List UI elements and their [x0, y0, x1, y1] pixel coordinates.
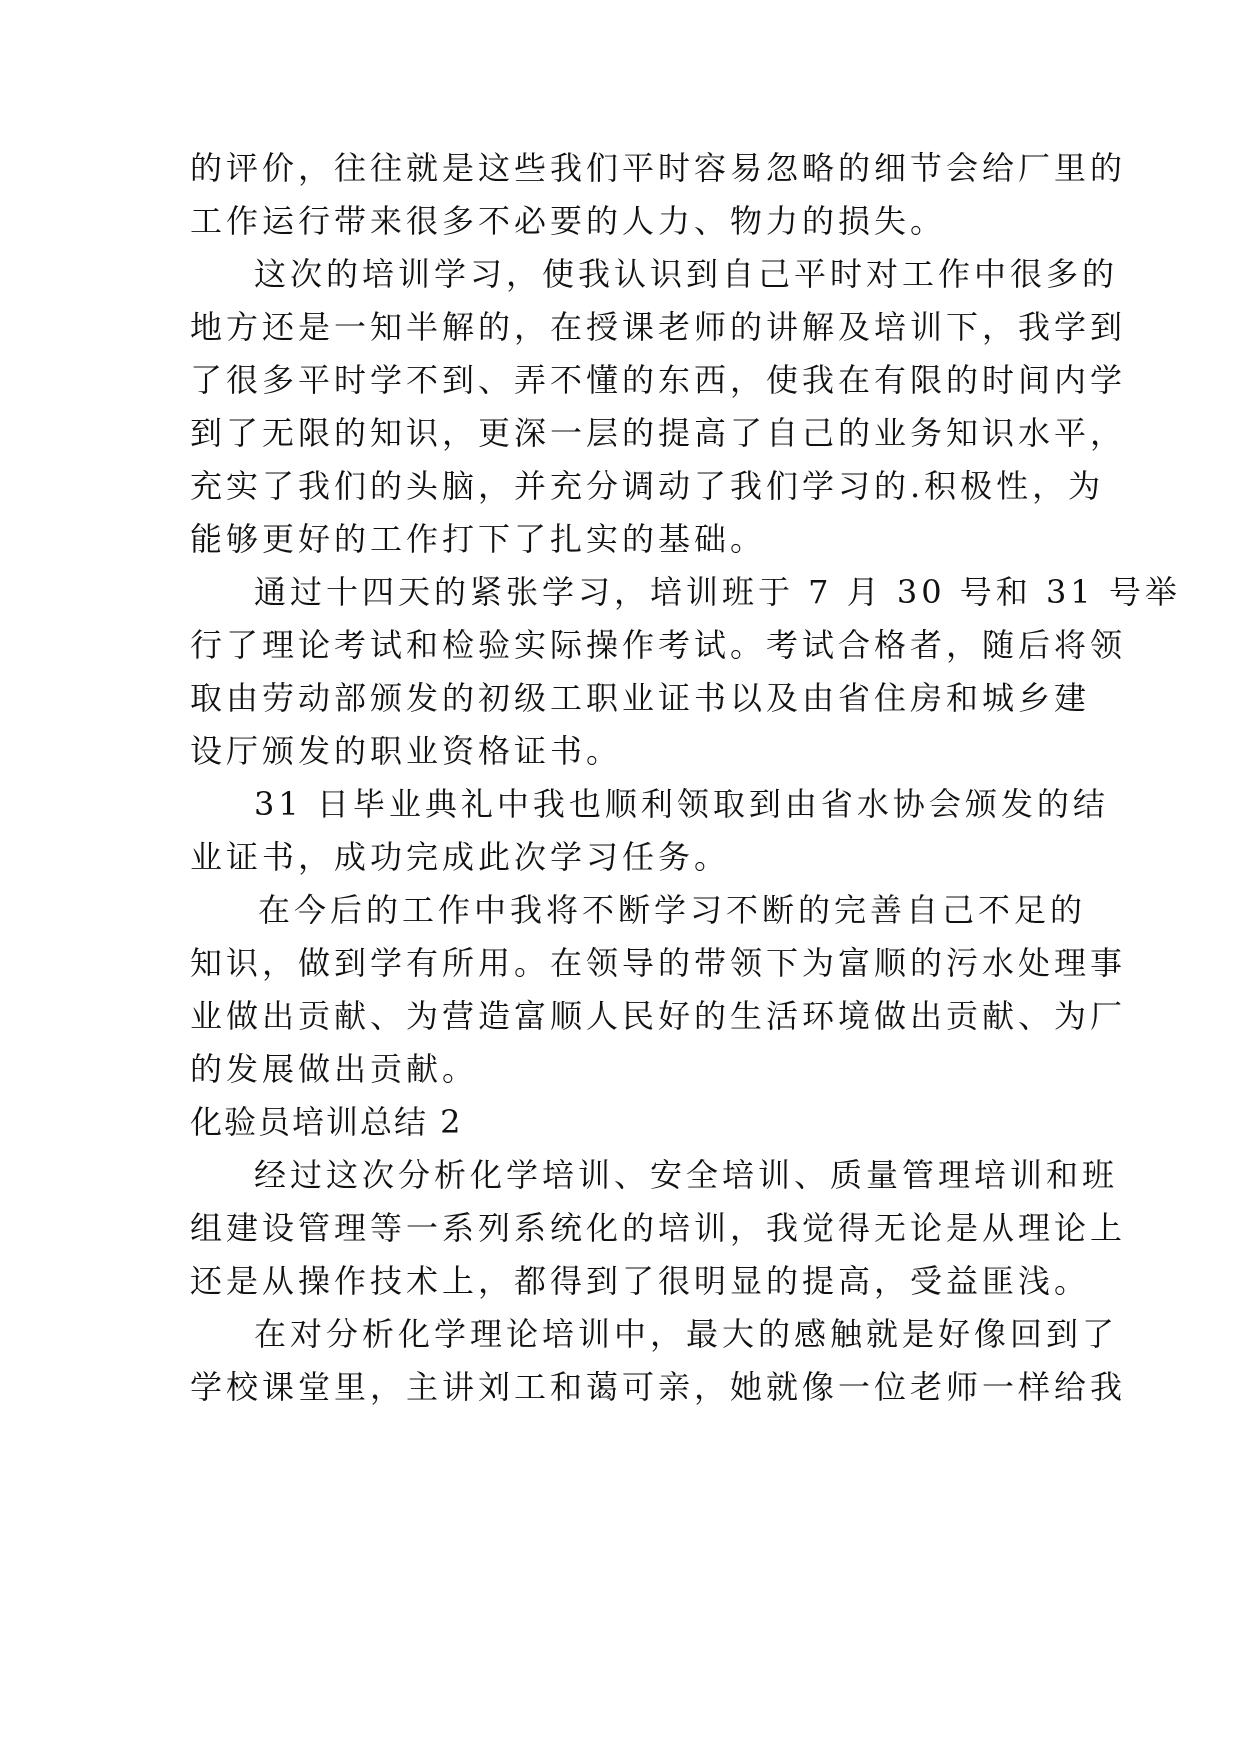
text-line-6: 到了无限的知识，更深一层的提高了自己的业务知识水平， — [190, 414, 1127, 452]
text-line-23: 学校课堂里，主讲刘工和蔼可亲，她就像一位老师一样给我 — [190, 1368, 1127, 1406]
text-line-22: 在对分析化学理论培训中，最大的感触就是好像回到了 — [254, 1315, 1119, 1353]
text-line-19: 经过这次分析化学培训、安全培训、质量管理培训和班 — [254, 1156, 1119, 1194]
text-line-18: 的发展做出贡献。 — [190, 1050, 479, 1088]
text-line-16: 知识，做到学有所用。在领导的带领下为富顺的污水处理事 — [190, 944, 1127, 982]
text-line-14: 业证书，成功完成此次学习任务。 — [190, 838, 731, 876]
text-line-10: 行了理论考试和检验实际操作考试。考试合格者，随后将领 — [190, 626, 1127, 664]
text-line-20: 组建设管理等一系列系统化的培训，我觉得无论是从理论上 — [190, 1209, 1127, 1247]
text-line-4: 地方还是一知半解的，在授课老师的讲解及培训下，我学到 — [190, 308, 1127, 346]
text-line-21: 还是从操作技术上，都得到了很明显的提高，受益匪浅。 — [190, 1262, 1091, 1300]
text-line-17: 业做出贡献、为营造富顺人民好的生活环境做出贡献、为厂 — [190, 997, 1127, 1035]
text-line-12: 设厅颁发的职业资格证书。 — [190, 732, 623, 770]
text-line-8: 能够更好的工作打下了扎实的基础。 — [190, 520, 767, 558]
text-line-5: 了很多平时学不到、弄不懂的东西，使我在有限的时间内学 — [190, 361, 1127, 399]
text-line-9: 通过十四天的紧张学习，培训班于 7 月 30 号和 31 号举 — [254, 573, 1181, 611]
text-line-11: 取由劳动部颁发的初级工职业证书以及由省住房和城乡建 — [190, 679, 1091, 717]
text-line-7: 充实了我们的头脑，并充分调动了我们学习的.积极性，为 — [190, 467, 1105, 505]
text-line-2: 工作运行带来很多不必要的人力、物力的损失。 — [190, 202, 947, 240]
section-heading: 化验员培训总结 2 — [190, 1103, 463, 1141]
text-line-15: 在今后的工作中我将不断学习不断的完善自己不足的 — [258, 891, 1087, 929]
text-line-3: 这次的培训学习，使我认识到自己平时对工作中很多的 — [254, 255, 1119, 293]
text-line-1: 的评价，往往就是这些我们平时容易忽略的细节会给厂里的 — [190, 149, 1127, 187]
text-line-13: 31 日毕业典礼中我也顺利领取到由省水协会颁发的结 — [254, 785, 1109, 823]
